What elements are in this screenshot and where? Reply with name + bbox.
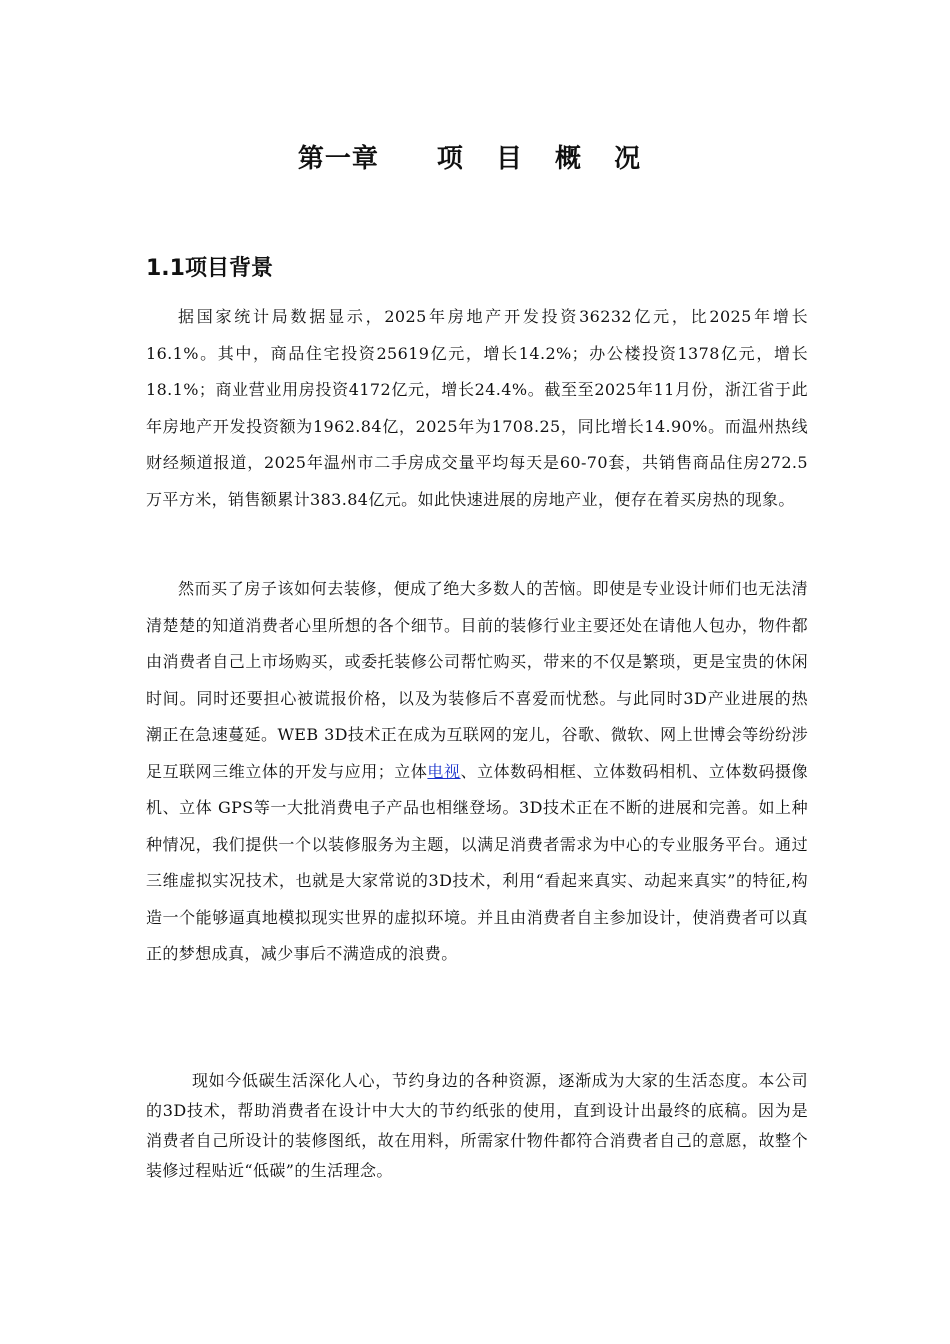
paragraph-market-data: 据国家统计局数据显示，2025年房地产开发投资36232亿元，比2025年增长16.1%。其中，商品住宅投资25619亿元，增长14.2%；办公楼投资1378亿元，增长18.1%；商业营业用房投资4172亿元，增长24.4%。截至至2025年11月份，浙江省于此年房地产开发投资额为1962.84亿，2025年为1708.25，同比增长14.90%。而温州热线财经频道报道，2025年温州市二手房成交量平均每天是60-70套，共销售商品住房272.5万平方米，销售额累计383.84亿元。如此快速进展的房地产业，便存在着买房热的现象。 — [146, 307, 808, 509]
section-heading: 1.1项目背景 — [146, 256, 273, 281]
paragraph-text-before-link: 然而买了房子该如何去装修，便成了绝大多数人的苦恼。即使是专业设计师们也无法清清楚楚的知道消费者心里所想的各个细节。目前的装修行业主要还处在请他人包办，物件都由消费者自己上市场购买，或委托装修公司帮忙购买，带来的不仅是繁琐，更是宝贵的休闲时间。同时还要担心被谎报价格，以及为装修后不喜爱而忧愁。与此同时3D产业进展的热潮正在急速蔓延。WEB 3D技术正在成为互联网的宠儿，谷歌、微软、网上世博会等纷纷涉足互联网三维立体的开发与应用；立体 — [146, 579, 808, 781]
paragraph-low-carbon: 现如今低碳生活深化人心，节约身边的各种资源，逐渐成为大家的生活态度。本公司的3D技术，帮助消费者在设计中大大的节约纸张的使用，直到设计出最终的底稿。因为是消费者自己所设计的装修图纸，故在用料，所需家什物件都符合消费者自己的意愿，故整个装修过程贴近“低碳”的生活理念。 — [146, 1071, 808, 1180]
chapter-label: 第一章 — [297, 144, 379, 174]
chapter-heading — [0, 138, 950, 175]
paragraph-renovation-3d — [146, 571, 808, 973]
tv-link[interactable]: 电视 — [427, 761, 461, 781]
chapter-title: 项 目 概 况 — [436, 144, 653, 174]
paragraph-text-after-link: 、立体数码相框、立体数码相机、立体数码摄像机、立体 GPS等一大批消费电子产品也相继登场。3D技术正在不断的进展和完善。如上种种情况，我们提供一个以装修服务为主题，以满足消费者需求为中心的专业服务平台。通过三维虚拟实况技术，也就是大家常说的3D技术，利用“看起来真实、动起来真实”的特征,构造一个能够逼真地模拟现实世界的虚拟环境。并且由消费者自主参加设计，使消费者可以真正的梦想成真，减少事后不满造成的浪费。 — [146, 761, 808, 963]
